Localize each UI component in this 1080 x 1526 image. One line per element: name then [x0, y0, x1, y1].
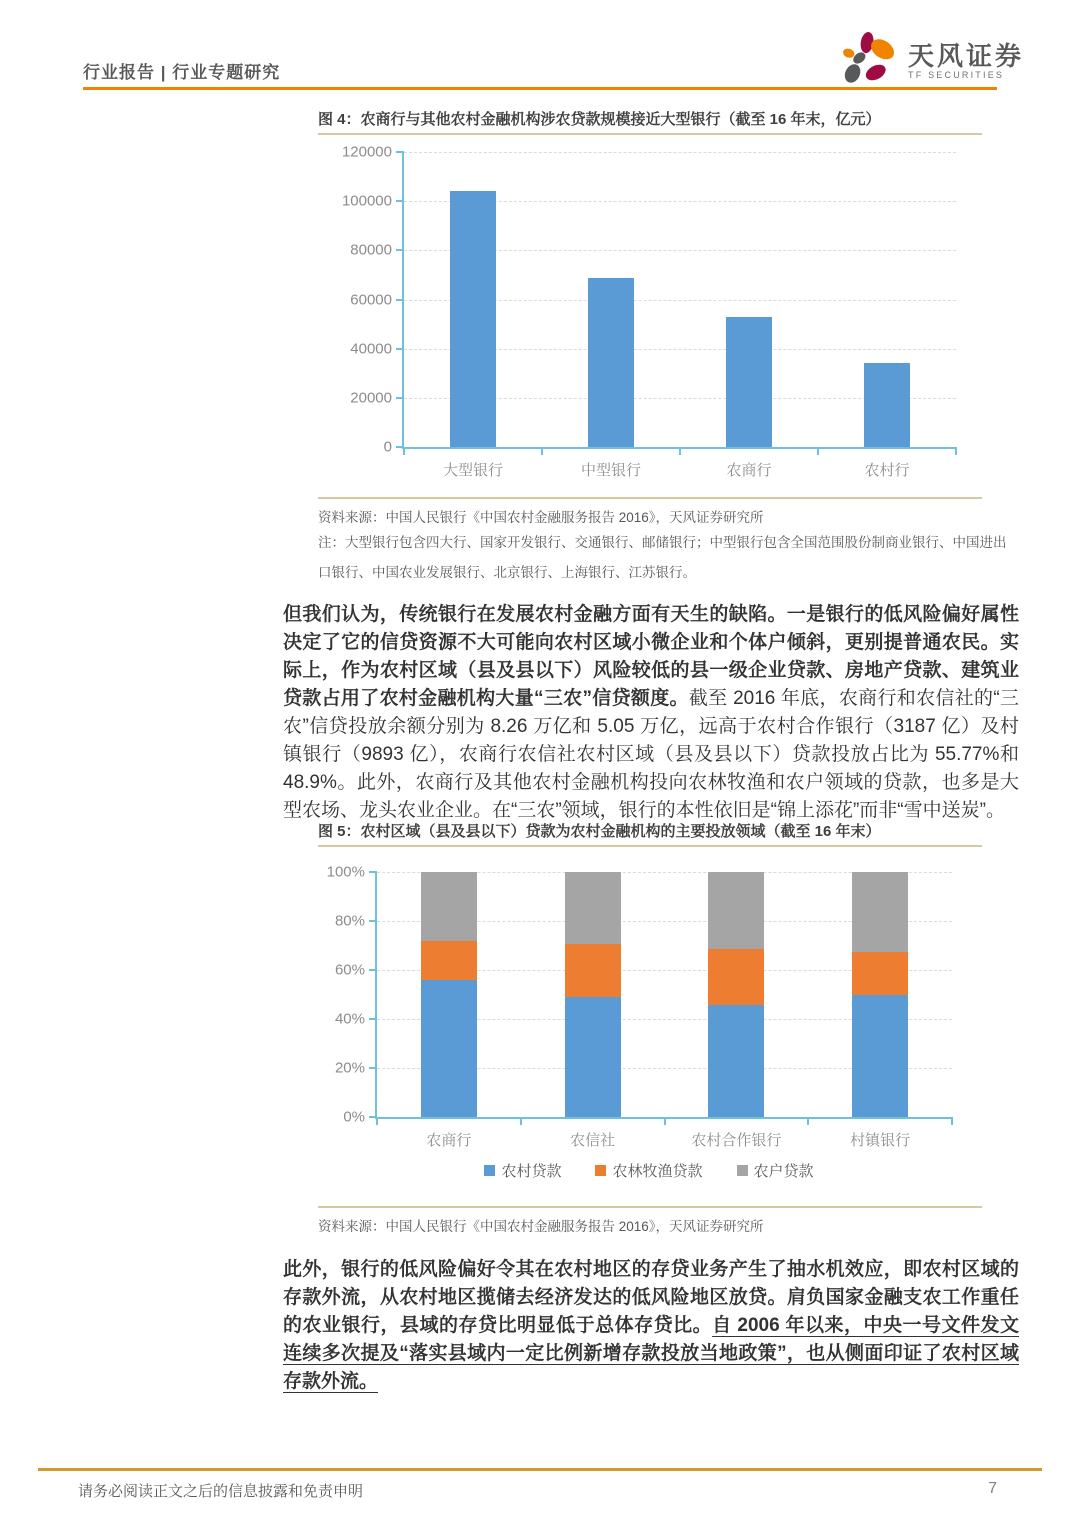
- legend-label: 农村贷款: [501, 1163, 562, 1180]
- y-axis-tick: [396, 200, 404, 202]
- y-axis-tick: [396, 249, 404, 251]
- bar-segment: [708, 1005, 764, 1117]
- bar: [726, 317, 772, 447]
- paragraph-1-regular-text: 截至 2016 年底，农商行和农信社的“三农”信贷投放余额分别为 8.26 万亿和 5.05 万亿，远高于农村合作银行（3187 亿）及村镇银行（9893 亿），农商行农信社农村区域（县及县以下）贷款投放占比为 55.77%和 48.9%。此外，农商行及其他农村金融机构投向农林牧渔和农户领域的贷款，也多是大型农场、龙头农业企业。在“三农”领域，银行的本性依旧是“锦上添花”而非“雪中送炭”。: [283, 688, 1019, 821]
- figure5-stacked-bar-chart: [318, 852, 980, 1200]
- figure5-source: 资料来源：中国人民银行《中国农村金融服务报告 2016》，天风证券研究所: [318, 1219, 764, 1234]
- x-axis-tick: [679, 447, 681, 455]
- brand-name-cn: 天风证券: [908, 40, 1025, 71]
- y-axis-tick: [369, 969, 377, 971]
- x-axis-category-label: 中型银行: [580, 462, 641, 479]
- x-axis-category-label: 大型银行: [442, 462, 503, 479]
- legend-item: [595, 1160, 702, 1181]
- y-axis-tick-label: 80000: [350, 241, 392, 259]
- y-axis-tick-label: 80%: [334, 912, 365, 930]
- x-axis-category-label: 农信社: [570, 1132, 616, 1149]
- body-paragraph-1: [283, 601, 1019, 825]
- figure4-plot-area: [341, 143, 956, 479]
- bar-segment: [708, 872, 764, 949]
- x-axis-tick: [664, 1117, 666, 1125]
- legend-swatch-icon: [484, 1165, 495, 1176]
- y-axis-tick: [369, 1067, 377, 1069]
- report-type-label: 行业报告 | 行业专题研究: [83, 63, 281, 82]
- footer-divider: [38, 1468, 1042, 1471]
- y-axis-tick: [396, 397, 404, 399]
- brand-text: [908, 42, 1024, 80]
- x-axis-tick: [817, 447, 819, 455]
- x-axis-tick: [376, 1117, 378, 1125]
- bar-segment: [565, 872, 621, 944]
- x-axis-tick: [807, 1117, 809, 1125]
- legend-swatch-icon: [737, 1165, 748, 1176]
- y-axis-tick: [369, 1018, 377, 1020]
- figure4-source-rule: [318, 497, 982, 499]
- x-axis-category-label: 农村行: [864, 462, 910, 479]
- bar: [864, 363, 910, 447]
- figure4-note: 注：大型银行包含四大行、国家开发银行、交通银行、邮储银行；中型银行包含全国范围股份制商业银行、中国进出口银行、中国农业发展银行、北京银行、上海银行、江苏银行。: [318, 535, 1007, 580]
- paragraph-2-bold-text: 此外，银行的低风险偏好令其在农村地区的存贷业务产生了抽水机效应，即农村区域的存款外流，从农村地区揽储去经济发达的低风险地区放贷。肩负国家金融支农工作重任的农业银行，县域的存贷比明显低于总体存贷比。: [283, 1259, 1019, 1336]
- figure5-legend: [318, 1160, 980, 1181]
- legend-item: [484, 1160, 561, 1181]
- x-axis-tick: [541, 447, 543, 455]
- y-axis-tick-label: 60000: [350, 291, 392, 308]
- y-axis-tick: [369, 871, 377, 873]
- bar: [450, 191, 496, 447]
- bar-segment: [565, 997, 621, 1117]
- x-axis-tick: [520, 1117, 522, 1125]
- x-axis-category-label: 农商行: [726, 462, 772, 479]
- tf-flower-icon: [838, 30, 900, 91]
- y-axis-tick-label: 60%: [334, 961, 365, 979]
- bar-segment: [565, 944, 621, 997]
- y-axis-tick-label: 20000: [350, 389, 392, 407]
- bar-segment: [421, 980, 477, 1117]
- legend-label: 农户贷款: [753, 1163, 814, 1180]
- brand-name-en: TF SECURITIES: [908, 69, 1005, 80]
- tf-securities-logo: [838, 30, 1024, 91]
- figure4-title-rule: [318, 133, 982, 135]
- figure4-title: 图 4：农商行与其他农村金融机构涉农贷款规模接近大型银行（截至 16 年末，亿元）: [318, 111, 881, 128]
- legend-item: [737, 1160, 814, 1181]
- figure5-plot-area: [326, 863, 952, 1149]
- x-axis-tick: [951, 1117, 953, 1125]
- y-axis-tick-label: 0%: [343, 1108, 365, 1126]
- y-axis-tick: [396, 348, 404, 350]
- y-axis-tick-label: 40000: [350, 340, 392, 358]
- paragraph-1-bold-text: 但我们认为，传统银行在发展农村金融方面有天生的缺陷。一是银行的低风险偏好属性决定了它的信贷资源不大可能向农村区域小微企业和个体户倾斜，更别提普通农民。实际上，作为农村区域（县及县以下）风险较低的县一级企业贷款、房地产贷款、建筑业贷款占用了农村金融机构大量“三农”信贷额度。: [283, 604, 1019, 709]
- x-axis-tick: [955, 447, 957, 455]
- y-axis-tick-label: 100000: [341, 192, 392, 210]
- y-axis-tick-label: 40%: [334, 1010, 365, 1028]
- bar-segment: [421, 872, 477, 941]
- x-axis-category-label: 村镇银行: [850, 1132, 911, 1149]
- y-axis-tick: [396, 151, 404, 153]
- body-paragraph-2: [283, 1256, 1019, 1396]
- legend-label: 农林牧渔贷款: [612, 1163, 703, 1180]
- x-axis-tick: [403, 447, 405, 455]
- x-axis-category-label: 农商行: [426, 1132, 472, 1149]
- gridline: [404, 152, 956, 153]
- y-axis-tick-label: 20%: [334, 1059, 365, 1077]
- x-axis-category-label: 农村合作银行: [691, 1132, 782, 1149]
- bar-segment: [852, 995, 908, 1117]
- y-axis-tick: [396, 299, 404, 301]
- legend-swatch-icon: [595, 1165, 606, 1176]
- paragraph-2-underlined-text: 自 2006 年以来，中央一号文件发文连续多次提及“落实县域内一定比例新增存款投放当地政策”，也从侧面印证了农村区域存款外流。: [283, 1315, 1019, 1392]
- figure5-source-rule: [318, 1206, 982, 1208]
- figure4-bar-chart: [318, 138, 980, 488]
- figure4-source: 资料来源：中国人民银行《中国农村金融服务报告 2016》，天风证券研究所: [318, 510, 764, 525]
- bar-segment: [708, 949, 764, 1005]
- bar-segment: [852, 872, 908, 952]
- footer-disclaimer: 请务必阅读正文之后的信息披露和免责申明: [78, 1483, 364, 1500]
- page-number: 7: [988, 1480, 997, 1497]
- y-axis-tick-label: 120000: [341, 143, 392, 161]
- y-axis-tick: [369, 920, 377, 922]
- figure5-title-rule: [318, 845, 982, 847]
- y-axis-tick-label: 100%: [326, 863, 365, 881]
- figure5-title: 图 5：农村区域（县及县以下）贷款为农村金融机构的主要投放领域（截至 16 年末）: [318, 823, 881, 840]
- bar: [588, 278, 634, 447]
- y-axis-tick-label: 0: [383, 438, 392, 456]
- bar-segment: [852, 952, 908, 995]
- bar-segment: [421, 941, 477, 981]
